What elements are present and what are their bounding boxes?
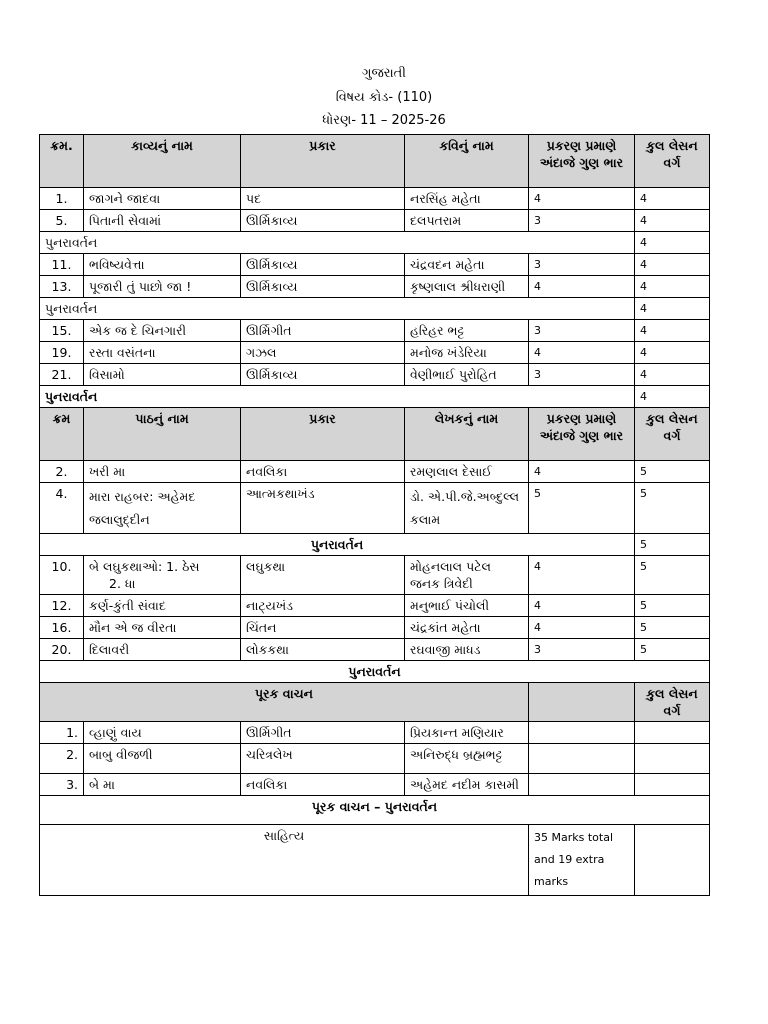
cell-lessons: 5 [635, 595, 710, 617]
cell-type: ઊર્મિકાવ્ય [241, 254, 405, 276]
cell-no: 5. [40, 210, 84, 232]
table-row [40, 342, 710, 364]
cell-name: રસ્તા વસંતના [84, 342, 241, 364]
cell-author: વેણીભાઈ પુરોહિત [405, 364, 529, 386]
col-type: પ્રકાર [241, 135, 405, 188]
cell-no: 12. [40, 595, 84, 617]
poetry-header-row [40, 135, 710, 188]
cell-type: નાટ્યખંડ [241, 595, 405, 617]
cell-marks: 3 [529, 210, 635, 232]
revision-row [40, 796, 710, 825]
cell-no: 1. [40, 188, 84, 210]
revision-row [40, 298, 710, 320]
cell-name: મારા રાહબર: અહેમદ જલાલુદ્દીન [84, 483, 241, 534]
table-row [40, 639, 710, 661]
literature-marks-line: and 19 extra [534, 853, 605, 866]
cell-author: મનુભાઈ પંચોલી [405, 595, 529, 617]
cell-name: વ્હાણું વાય [84, 722, 241, 744]
cell-name: પૂજારી તું પાછો જા ! [84, 276, 241, 298]
cell-type: ઊર્મિકાવ્ય [241, 210, 405, 232]
table-row [40, 774, 710, 796]
cell-type: નવલિકા [241, 461, 405, 483]
revision-row [40, 534, 710, 556]
col-poem-name: કાવ્યનું નામ [84, 135, 241, 188]
cell-author: દલપતરામ [405, 210, 529, 232]
supplementary-header-row [40, 683, 710, 722]
col-lesson-name: પાઠનું નામ [84, 408, 241, 461]
cell-marks: 4 [529, 276, 635, 298]
cell-no: 1. [40, 722, 84, 744]
revision-lessons: 5 [635, 534, 710, 556]
revision-label: પુનરાવર્તન [40, 534, 635, 556]
literature-lessons [635, 825, 710, 896]
table-row [40, 617, 710, 639]
cell-author: ડો. એ.પી.જે.અબ્દુલ્લ કલામ [405, 483, 529, 534]
cell-name: ભવિષ્યવેત્તા [84, 254, 241, 276]
table-row [40, 744, 710, 774]
cell-author-line: જનક ત્રિવેદી [410, 576, 473, 591]
cell-marks: 4 [529, 595, 635, 617]
col-type: પ્રકાર [241, 408, 405, 461]
literature-row [40, 825, 710, 896]
cell-author: પ્રિયકાન્ત મણિયાર [405, 722, 529, 744]
cell-type: ચરિત્રલેખ [241, 744, 405, 774]
revision-lessons: 4 [635, 386, 710, 408]
cell-marks [529, 774, 635, 796]
table-row [40, 483, 710, 534]
cell-marks: 4 [529, 556, 635, 595]
col-lessons: કુલ લેસન વર્ગ [635, 683, 710, 722]
cell-author: અનિરુદ્ધ બ્રહ્મભટ્ટ [405, 744, 529, 774]
revision-label: પુનરાવર્તન [40, 386, 635, 408]
cell-lessons: 4 [635, 188, 710, 210]
revision-label: પૂરક વાચન – પુનરાવર્તન [40, 796, 710, 825]
cell-author: રમણલાલ દેસાઈ [405, 461, 529, 483]
revision-label: પુનરાવર્તન [40, 298, 635, 320]
revision-label: પુનરાવર્તન [40, 661, 710, 683]
cell-author [405, 556, 529, 595]
cell-author: ચંદ્રકાંત મહેતા [405, 617, 529, 639]
col-author-name: લેખકનું નામ [405, 408, 529, 461]
cell-author: અહેમદ નદીમ કાસમી [405, 774, 529, 796]
cell-no: 2. [40, 744, 84, 774]
cell-lessons: 5 [635, 639, 710, 661]
cell-name: કર્ણ-કુંતી સંવાદ [84, 595, 241, 617]
cell-marks: 3 [529, 364, 635, 386]
cell-lessons: 4 [635, 254, 710, 276]
literature-label: સાહિત્ય [40, 825, 529, 896]
cell-name: મૌન એ જ વીરતા [84, 617, 241, 639]
cell-no: 16. [40, 617, 84, 639]
cell-lessons: 4 [635, 210, 710, 232]
cell-lessons: 5 [635, 556, 710, 595]
cell-marks [529, 722, 635, 744]
cell-lessons: 4 [635, 342, 710, 364]
cell-name: જાગને જાદવા [84, 188, 241, 210]
subject-code: વિષય કોડ- (110) [335, 90, 433, 105]
table-row [40, 254, 710, 276]
col-lessons: કુલ લેસન વર્ગ [635, 408, 710, 461]
cell-marks: 5 [529, 483, 635, 534]
table-row [40, 364, 710, 386]
cell-no: 20. [40, 639, 84, 661]
cell-type: ઊર્મિકાવ્ય [241, 276, 405, 298]
cell-no: 15. [40, 320, 84, 342]
cell-no: 3. [40, 774, 84, 796]
cell-type: ગઝલ [241, 342, 405, 364]
cell-lessons [635, 722, 710, 744]
cell-name: વિસામો [84, 364, 241, 386]
col-lessons: કુલ લેસન વર્ગ [635, 135, 710, 188]
cell-lessons: 5 [635, 483, 710, 534]
col-marks: પ્રકરણ પ્રમાણે અંદાજે ગુણ ભાર [529, 408, 635, 461]
cell-marks: 3 [529, 254, 635, 276]
cell-name: બાબુ વીજળી [84, 744, 241, 774]
cell-marks: 3 [529, 320, 635, 342]
literature-marks [529, 825, 635, 896]
cell-name: ખરી મા [84, 461, 241, 483]
col-marks: પ્રકરણ પ્રમાણે અંદાજે ગુણ ભાર [529, 135, 635, 188]
supplementary-empty-cell [529, 683, 635, 722]
cell-type: નવલિકા [241, 774, 405, 796]
table-row [40, 595, 710, 617]
literature-marks-line: 35 Marks total [534, 831, 613, 844]
cell-author: કૃષ્ણલાલ શ્રીધરાણી [405, 276, 529, 298]
subject-title: ગુજરાતી [361, 66, 407, 81]
revision-row [40, 661, 710, 683]
prose-header-row [40, 408, 710, 461]
col-poet-name: કવિનું નામ [405, 135, 529, 188]
cell-no: 10. [40, 556, 84, 595]
table-row [40, 556, 710, 595]
cell-no: 11. [40, 254, 84, 276]
cell-lessons: 4 [635, 320, 710, 342]
syllabus-table [39, 134, 710, 896]
cell-no: 2. [40, 461, 84, 483]
cell-marks: 4 [529, 188, 635, 210]
cell-type: પદ [241, 188, 405, 210]
cell-lessons [635, 774, 710, 796]
cell-marks [529, 744, 635, 774]
cell-lessons: 5 [635, 461, 710, 483]
cell-type: ઊર્મિગીત [241, 722, 405, 744]
cell-no: 21. [40, 364, 84, 386]
table-row [40, 210, 710, 232]
cell-no: 13. [40, 276, 84, 298]
table-row [40, 320, 710, 342]
cell-lessons: 4 [635, 364, 710, 386]
table-row [40, 722, 710, 744]
cell-lessons: 5 [635, 617, 710, 639]
cell-type: ઊર્મિગીત [241, 320, 405, 342]
cell-name: પિતાની સેવામાં [84, 210, 241, 232]
revision-lessons: 4 [635, 232, 710, 254]
cell-type: આત્મકથાખંડ [241, 483, 405, 534]
cell-name-line: 2. ધા [109, 576, 136, 591]
cell-author: રઘવાજી માધડ [405, 639, 529, 661]
cell-no: 19. [40, 342, 84, 364]
col-serial: ક્રમ. [40, 135, 84, 188]
cell-author: નરસિંહ મહેતા [405, 188, 529, 210]
cell-lessons: 4 [635, 276, 710, 298]
cell-author: મનોજ ખંડેરિયા [405, 342, 529, 364]
cell-name-line: બે લઘુકથાઓ: 1. ઠેસ [89, 559, 200, 574]
cell-name: દિલાવરી [84, 639, 241, 661]
cell-marks: 4 [529, 617, 635, 639]
cell-type: ઊર્મિકાવ્ય [241, 364, 405, 386]
cell-marks: 4 [529, 461, 635, 483]
cell-marks: 4 [529, 342, 635, 364]
revision-label: પુનરાવર્તન [40, 232, 635, 254]
grade-year: ધોરણ- 11 – 2025-26 [322, 113, 446, 128]
supplementary-title: પૂરક વાચન [40, 683, 529, 722]
revision-lessons: 4 [635, 298, 710, 320]
cell-type: લોકકથા [241, 639, 405, 661]
cell-type: લઘુકથા [241, 556, 405, 595]
table-row [40, 276, 710, 298]
cell-name [84, 556, 241, 595]
cell-marks: 3 [529, 639, 635, 661]
cell-name: એક જ દે ચિનગારી [84, 320, 241, 342]
table-row [40, 188, 710, 210]
cell-author: હરિહર ભટ્ટ [405, 320, 529, 342]
cell-author-line: મોહનલાલ પટેલ [410, 559, 491, 574]
cell-lessons [635, 744, 710, 774]
literature-marks-line: marks [534, 875, 569, 888]
revision-row [40, 232, 710, 254]
cell-type: ચિંતન [241, 617, 405, 639]
table-row [40, 461, 710, 483]
cell-author: ચંદ્રવદન મહેતા [405, 254, 529, 276]
cell-name: બે મા [84, 774, 241, 796]
cell-no: 4. [40, 483, 84, 534]
revision-row [40, 386, 710, 408]
col-serial: ક્રમ [40, 408, 84, 461]
